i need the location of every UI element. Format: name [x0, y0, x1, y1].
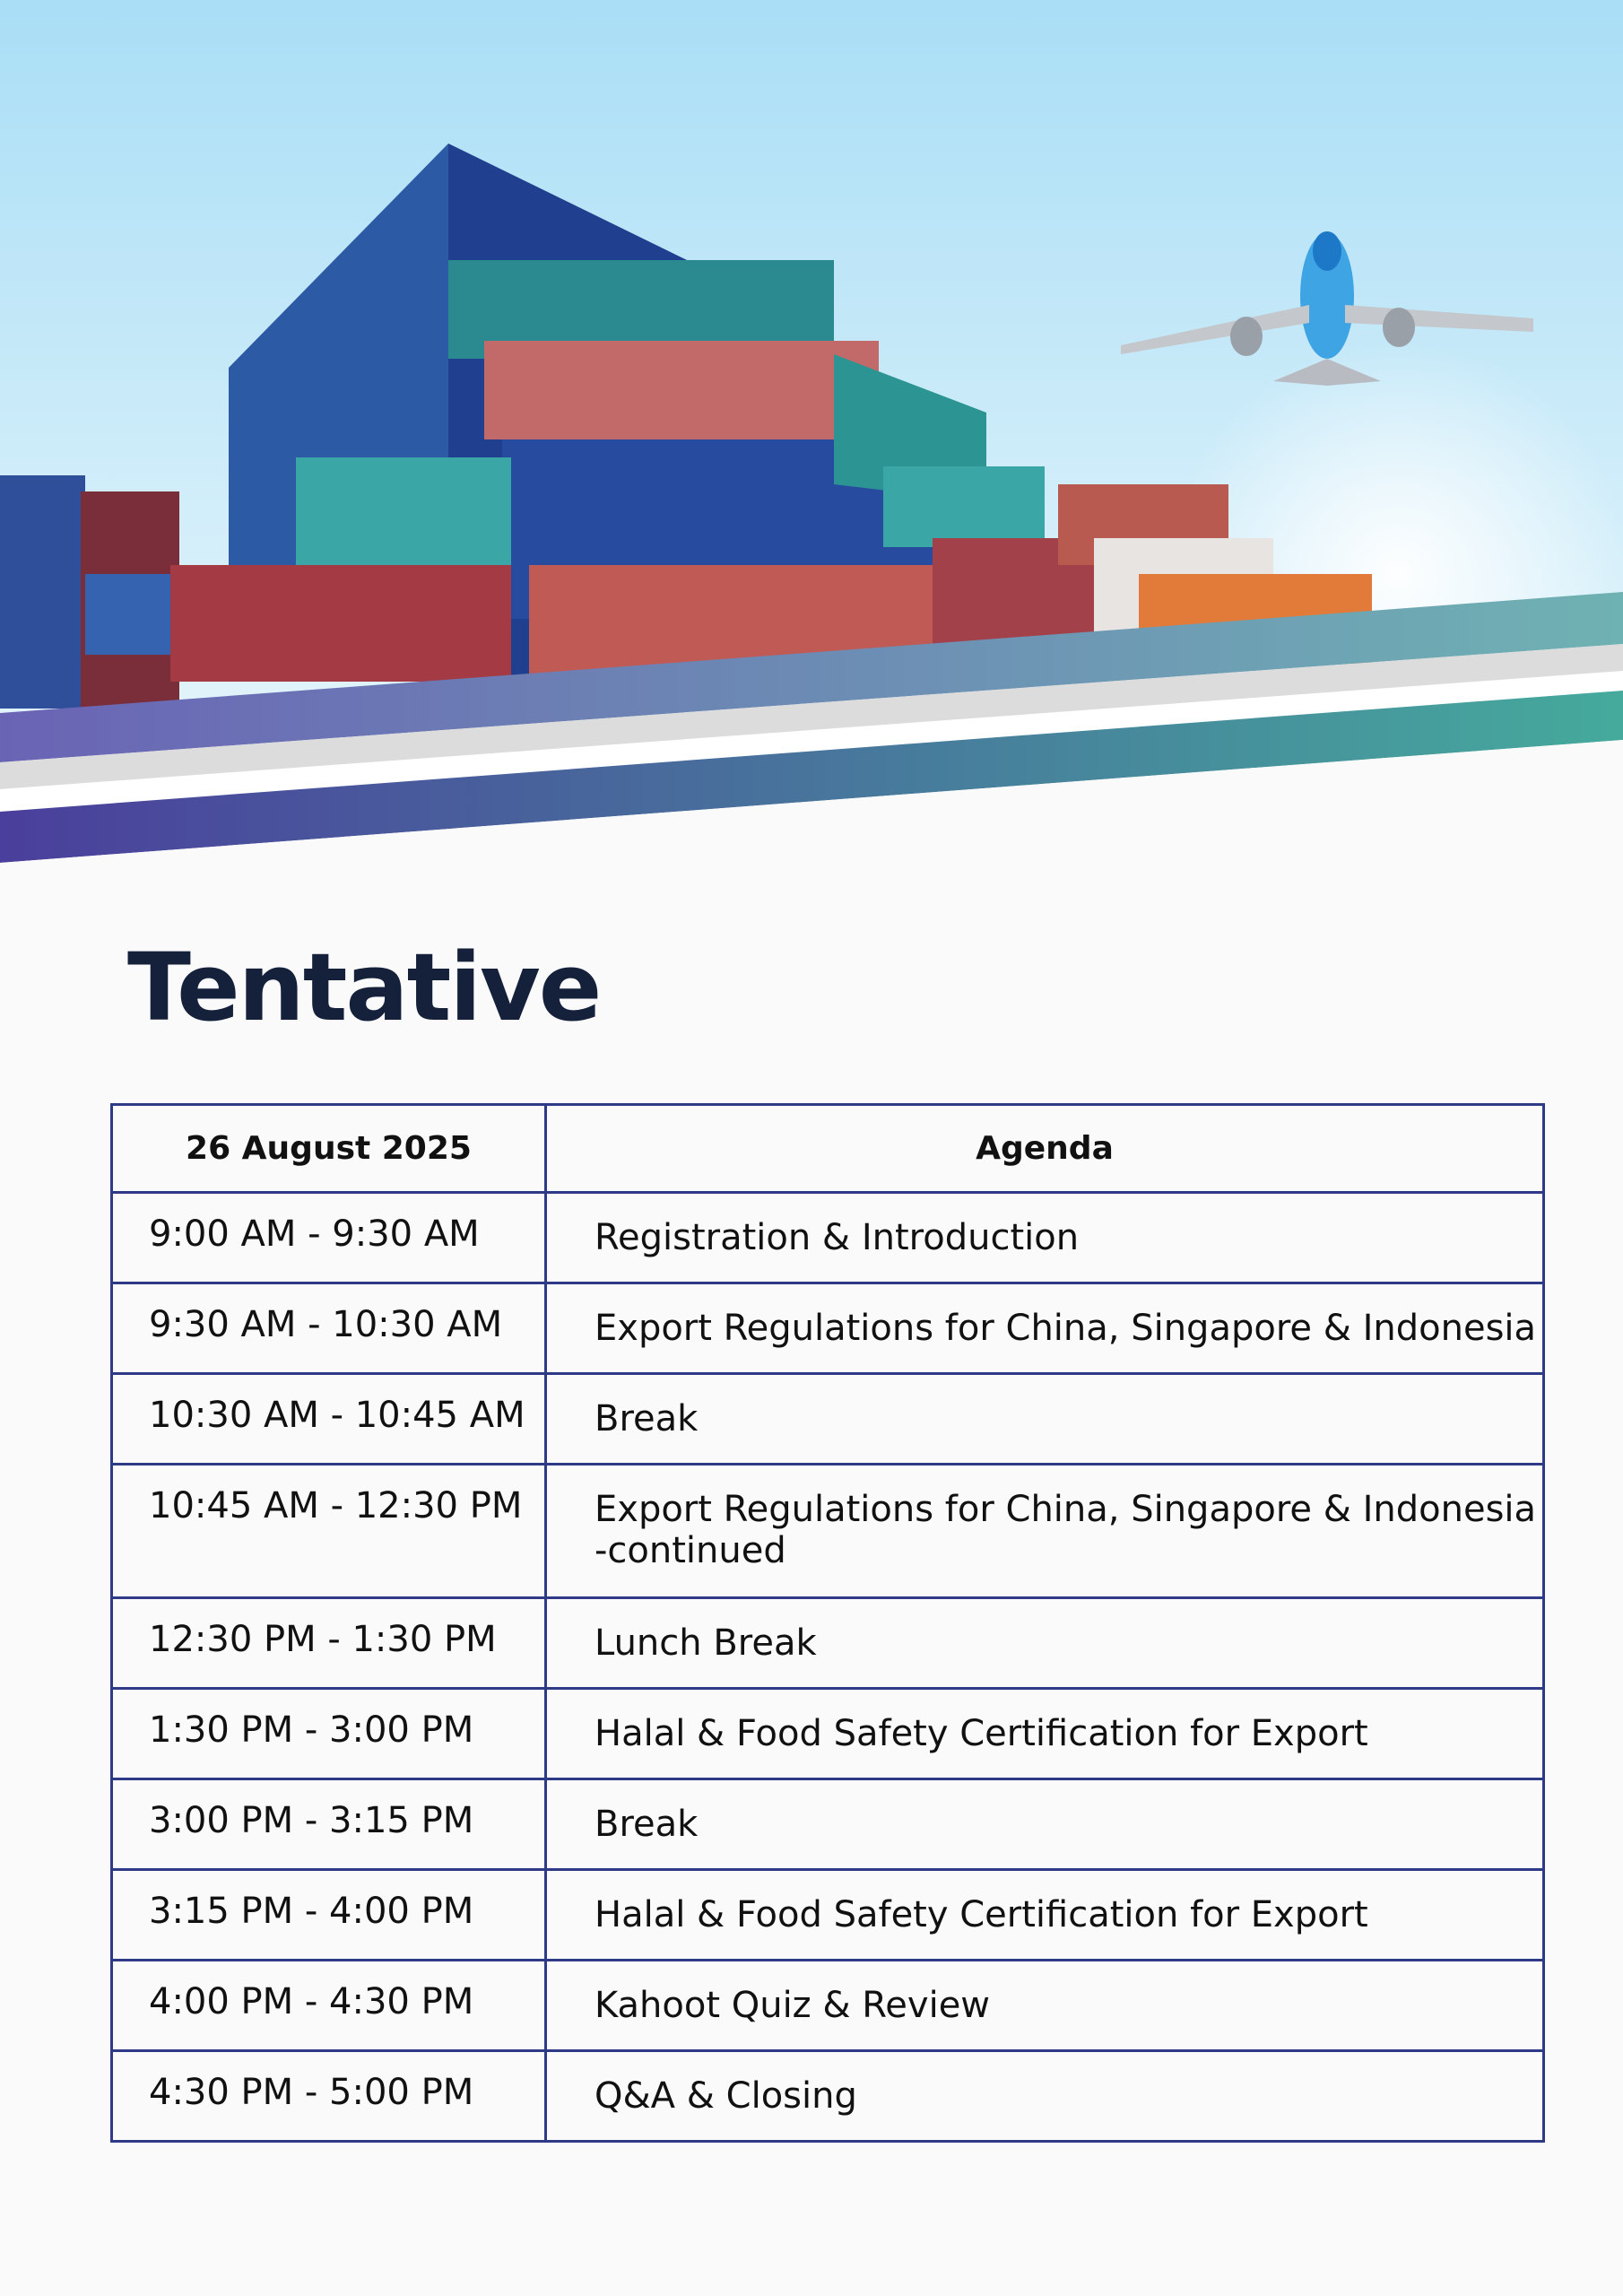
agenda-table — [110, 1103, 1545, 2143]
time-cell: 3:00 PM - 3:15 PM — [112, 1779, 546, 1870]
activity-cell: Registration & Introduction — [546, 1193, 1544, 1283]
activity-cell: Halal & Food Safety Certification for Export — [546, 1689, 1544, 1779]
activity-cell: Export Regulations for China, Singapore & Indonesia — [546, 1283, 1544, 1374]
table-row — [112, 1193, 1544, 1283]
table-header-row — [112, 1105, 1544, 1193]
activity-cell: Lunch Break — [546, 1598, 1544, 1689]
table-row — [112, 1283, 1544, 1374]
page-title: Tentative — [127, 933, 601, 1042]
time-cell: 1:30 PM - 3:00 PM — [112, 1689, 546, 1779]
table-row — [112, 1598, 1544, 1689]
agenda-header: Agenda — [546, 1105, 1544, 1193]
container-stack-left — [0, 475, 179, 716]
time-cell: 4:30 PM - 5:00 PM — [112, 2051, 546, 2142]
time-cell: 12:30 PM - 1:30 PM — [112, 1598, 546, 1689]
activity-cell: Halal & Food Safety Certification for Export — [546, 1870, 1544, 1961]
table-row — [112, 1465, 1544, 1598]
time-cell: 9:00 AM - 9:30 AM — [112, 1193, 546, 1283]
time-cell: 4:00 PM - 4:30 PM — [112, 1961, 546, 2051]
time-cell: 10:45 AM - 12:30 PM — [112, 1465, 546, 1598]
table-row — [112, 2051, 1544, 2142]
activity-cell: Break — [546, 1374, 1544, 1465]
activity-cell: Kahoot Quiz & Review — [546, 1961, 1544, 2051]
table-row — [112, 1374, 1544, 1465]
time-cell: 3:15 PM - 4:00 PM — [112, 1870, 546, 1961]
table-row — [112, 1870, 1544, 1961]
table-row — [112, 1961, 1544, 2051]
activity-cell — [546, 1465, 1544, 1598]
activity-cell: Break — [546, 1779, 1544, 1870]
activity-cell: Q&A & Closing — [546, 2051, 1544, 2142]
activity-continued-text: -continued — [595, 1530, 786, 1571]
cargo-containers-airplane-photo — [0, 0, 1623, 879]
table-row — [112, 1779, 1544, 1870]
table-row — [112, 1689, 1544, 1779]
activity-text: Export Regulations for China, Singapore & Indonesia — [595, 1489, 1537, 1530]
time-cell: 10:30 AM - 10:45 AM — [112, 1374, 546, 1465]
date-header: 26 August 2025 — [112, 1105, 546, 1193]
time-cell: 9:30 AM - 10:30 AM — [112, 1283, 546, 1374]
hero-banner — [0, 0, 1623, 879]
